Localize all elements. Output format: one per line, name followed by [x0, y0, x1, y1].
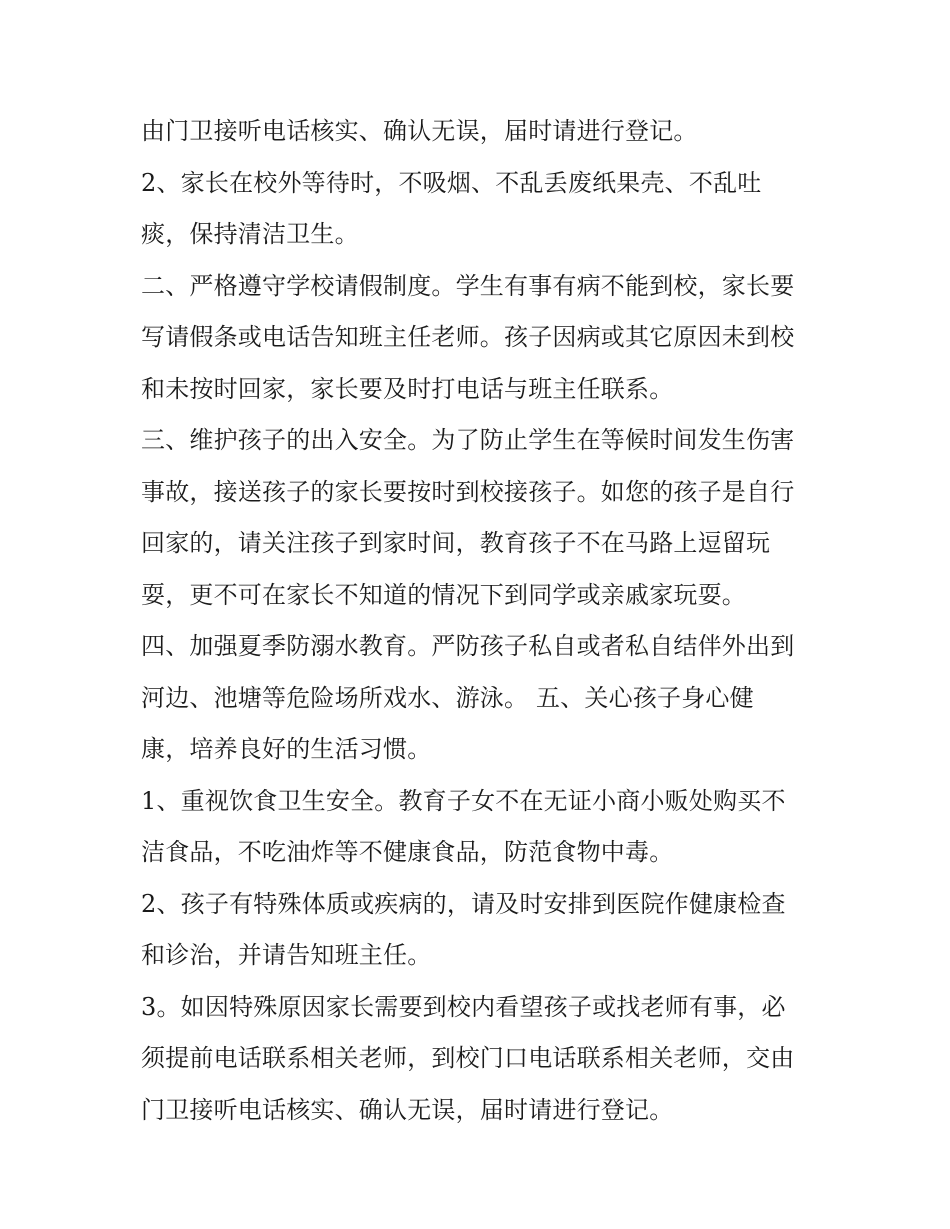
text-line: 写请假条或电话告知班主任老师。孩子因病或其它原因未到校	[141, 323, 795, 351]
text-line: 三、维护孩子的出入安全。为了防止学生在等候时间发生伤害	[141, 426, 795, 454]
text-line: 痰，保持清洁卫生。	[141, 220, 359, 248]
text-line: 洁食品，不吃油炸等不健康食品，防范食物中毒。	[141, 838, 674, 866]
text-line: 事故，接送孩子的家长要按时到校接孩子。如您的孩子是自行	[141, 477, 795, 506]
body-text	[141, 106, 821, 1136]
text-line: 1、重视饮食卫生安全。教育子女不在无证小商小贩处购买不	[141, 786, 786, 815]
text-line: 康，培养良好的生活习惯。	[141, 735, 432, 763]
text-line: 门卫接听电话核实、确认无误，届时请进行登记。	[141, 1095, 674, 1124]
text-line: 四、加强夏季防溺水教育。严防孩子私自或者私自结伴外出到	[141, 632, 795, 660]
text-line: 须提前电话联系相关老师，到校门口电话联系相关老师，交由	[141, 1044, 795, 1072]
text-line: 2、孩子有特殊体质或疾病的，请及时安排到医院作健康检查	[141, 889, 786, 918]
text-line: 回家的，请关注孩子到家时间，教育孩子不在马路上逗留玩	[141, 529, 771, 557]
text-line: 二、严格遵守学校请假制度。学生有事有病不能到校，家长要	[141, 271, 795, 300]
text-line: 耍，更不可在家长不知道的情况下到同学或亲戚家玩耍。	[141, 580, 746, 609]
text-line: 2、家长在校外等待时，不吸烟、不乱丢废纸果壳、不乱吐	[141, 168, 762, 197]
text-line: 由门卫接听电话核实、确认无误，届时请进行登记。	[141, 117, 698, 145]
text-line: 和诊治，并请告知班主任。	[141, 941, 432, 969]
text-line: 3。如因特殊原因家长需要到校内看望孩子或找老师有事，必	[141, 992, 786, 1021]
text-line: 河边、池塘等危险场所戏水、游泳。 五、关心孩子身心健	[141, 683, 754, 712]
text-line: 和未按时回家，家长要及时打电话与班主任联系。	[141, 374, 674, 403]
